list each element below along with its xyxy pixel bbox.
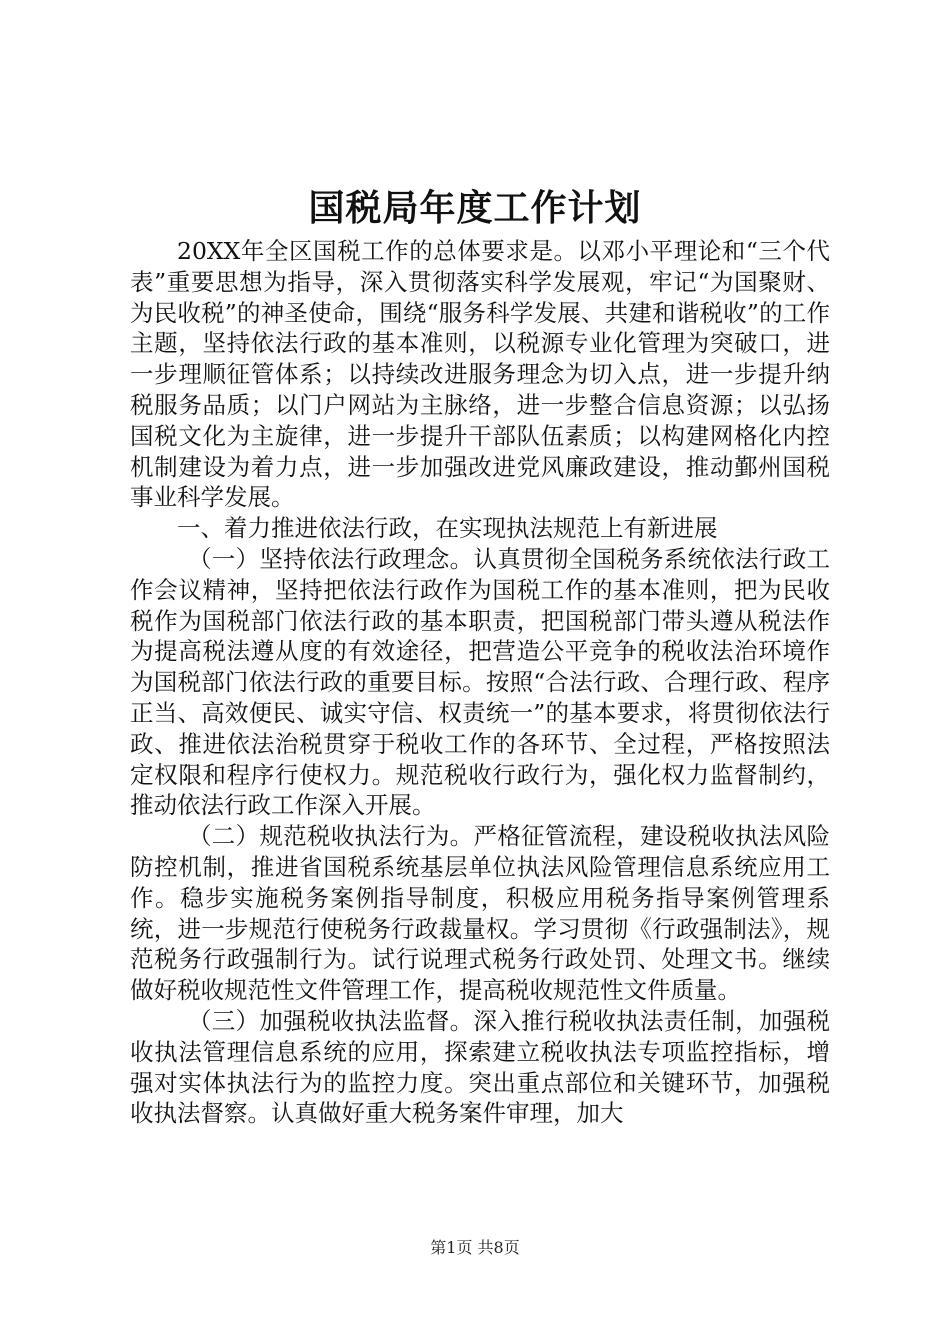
- page-number-footer: 第1页 共8页: [430, 1238, 520, 1257]
- intro-paragraph: 20XX年全区国税工作的总体要求是。以邓小平理论和“三个代表”重要思想为指导，深入贯彻落实科学发展观，牢记“为国聚财、为民收税”的神圣使命，围绕“服务科学发展、共建和谐税收”的工作主题，坚持依法行政的基本准则，以税源专业化管理为突破口，进一步理顺征管体系；以持续改进服务理念为切入点，进一步提升纳税服务品质；以门户网站为主脉络，进一步整合信息资源；以弘扬国税文化为主旋律，进一步提升干部队伍素质；以构建网格化内控机制建设为着力点，进一步加强改进党风廉政建设，推动鄞州国税事业科学发展。: [130, 237, 830, 512]
- document-title: 国税局年度工作计划: [308, 187, 642, 229]
- subsection-paragraph-2: （二）规范税收执法行为。严格征管流程，建设税收执法风险防控机制，推进省国税系统基层单位执法风险管理信息系统应用工作。稳步实施税务案例指导制度，积极应用税务指导案例管理系统，进一步规范行使税务行政裁量权。学习贯彻《行政强制法》，规范税务行政强制行为。试行说理式税务行政处罚、处理文书。继续做好税收规范性文件管理工作，提高税收规范性文件质量。: [130, 822, 830, 1005]
- subsection-paragraph-3: （三）加强税收执法监督。深入推行税收执法责任制，加强税收执法管理信息系统的应用，探索建立税收执法专项监控指标，增强对实体执法行为的监控力度。突出重点部位和关键环节，加强税收执法督察。认真做好重大税务案件审理，加大: [130, 1006, 830, 1128]
- document-body: [130, 236, 830, 1129]
- subsection-paragraph-1: （一）坚持依法行政理念。认真贯彻全国税务系统依法行政工作会议精神，坚持把依法行政作为国税工作的基本准则，把为民收税作为国税部门依法行政的基本职责，把国税部门带头遵从税法作为提高税法遵从度的有效途径，把营造公平竞争的税收法治环境作为国税部门依法行政的重要目标。按照“合法行政、合理行政、程序正当、高效便民、诚实守信、权责统一”的基本要求，将贯彻依法行政、推进依法治税贯穿于税收工作的各环节、全过程，严格按照法定权限和程序行使权力。规范税收行政行为，强化权力监督制约，推动依法行政工作深入开展。: [130, 544, 830, 820]
- section-heading: 一、着力推进依法行政，在实现执法规范上有新进展: [177, 514, 718, 543]
